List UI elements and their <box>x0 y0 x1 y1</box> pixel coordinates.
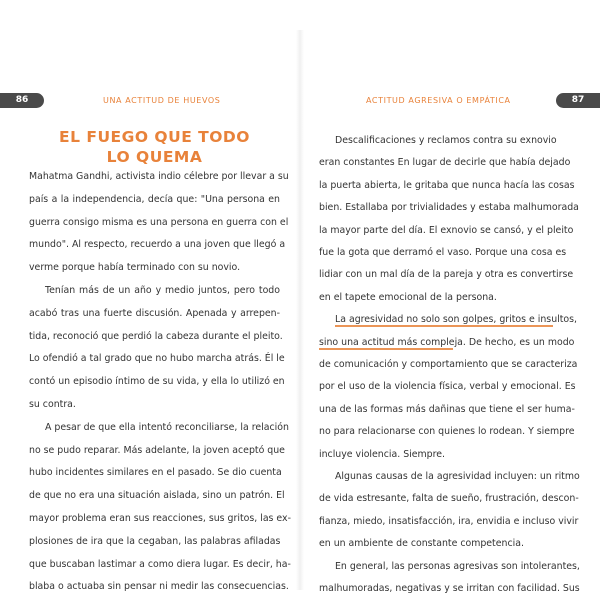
body-line: Tenían más de un año y medio juntos, pero todo <box>45 285 280 296</box>
body-line: de vida estresante, falta de sueño, frustración, descon- <box>319 493 579 505</box>
body-line: Descalificaciones y reclamos contra su exnovio <box>335 135 557 146</box>
body-line: por el uso de la violencia física, verbal y emocional. Es <box>319 381 576 393</box>
chapter-title-line-1: EL FUEGO QUE TODO <box>59 128 250 146</box>
book-gutter <box>296 30 304 590</box>
body-line: la mayor parte del día. El exnovio se cansó, y el pleito <box>319 224 574 236</box>
body-line: no para relacionarse con quienes lo rodean. Y siempre <box>319 426 575 438</box>
body-line: en un ambiente de constante competencia. <box>319 538 524 550</box>
page-number-left: 86 <box>0 93 44 108</box>
highlighted-line: sino una actitud más compleja. De hecho, es un modo <box>319 336 575 348</box>
running-head-right: ACTITUD AGRESIVA O EMPÁTICA <box>366 96 511 105</box>
body-line: fue la gota que derramó el vaso. Porque una cosa es <box>319 247 567 258</box>
body-line: país a la independencia, decía que: "Una persona en <box>29 193 280 205</box>
body-line: verme porque había terminado con su novio. <box>29 262 241 274</box>
body-line: lidiar con un mal día de la pareja y otra es convertirse <box>319 269 574 281</box>
body-line: Mahatma Gandhi, activista indio célebre por llevar a su <box>29 171 289 182</box>
chapter-title <box>29 127 280 167</box>
body-line: fianza, miedo, insatisfacción, ira, envidia e incluso vivir <box>319 515 579 527</box>
body-line: contó un episodio íntimo de su vida, y ella lo utilizó en <box>29 376 285 388</box>
highlight-underline <box>335 325 553 327</box>
body-line: no se pudo reparar. Más adelante, la joven aceptó que <box>29 444 285 456</box>
highlighted-line: La agresividad no solo son golpes, gritos e insultos, <box>335 314 578 326</box>
body-line: blaba o actuaba sin pensar ni medir las consecuencias. <box>29 581 289 593</box>
body-line: A pesar de que ella intentó reconciliarse, la relación <box>45 421 289 433</box>
body-line: su contra. <box>29 399 76 410</box>
body-line: guerra consigo misma es una persona en guerra con el <box>29 216 289 228</box>
body-line: de comunicación y comportamiento que se caracteriza <box>319 359 578 370</box>
body-line: la puerta abierta, le gritaba que nunca hacía las cosas <box>319 179 575 191</box>
page-number-right: 87 <box>556 93 600 108</box>
body-line: hubo incidentes similares en el pasado. Se dio cuenta <box>29 467 282 479</box>
body-line: en el tapete emocional de la persona. <box>319 291 497 303</box>
body-line: En general, las personas agresivas son intolerantes, <box>335 560 580 572</box>
body-line: tida, reconoció que perdió la cabeza durante el pleito. <box>29 330 283 342</box>
body-line: incluye violencia. Siempre. <box>319 448 446 460</box>
body-line: acabó tras una fuerte discusión. Apenada y arrepen- <box>29 307 280 319</box>
body-line: Algunas causas de la agresividad incluyen: un ritmo <box>335 471 580 482</box>
body-line: que buscaban lastimar a como diera lugar. Es decir, ha- <box>29 558 291 570</box>
chapter-title-line-2: LO QUEMA <box>106 148 203 166</box>
body-line: eran constantes En lugar de decirle que había dejado <box>319 157 571 169</box>
body-line: bien. Estallaba por trivialidades y estaba malhumorada <box>319 202 579 214</box>
body-line: de que no era una situación aislada, sino un patrón. El <box>29 490 285 502</box>
body-line: mundo". Al respecto, recuerdo a una joven que llegó a <box>29 239 286 251</box>
body-line: malhumoradas, negativas y se irritan con facilidad. Sus <box>319 583 580 594</box>
running-head-left: UNA ACTITUD DE HUEVOS <box>103 96 221 105</box>
body-line: Lo ofendió a tal grado que no hubo marcha atrás. Él le <box>29 353 285 365</box>
highlight-underline <box>319 348 453 350</box>
body-line: una de las formas más dañinas que tiene el ser huma- <box>319 403 575 415</box>
body-line: mayor problema eran sus reacciones, sus gritos, las ex- <box>29 513 291 524</box>
body-line: plosiones de ira que la cegaban, las palabras afiladas <box>29 535 281 547</box>
